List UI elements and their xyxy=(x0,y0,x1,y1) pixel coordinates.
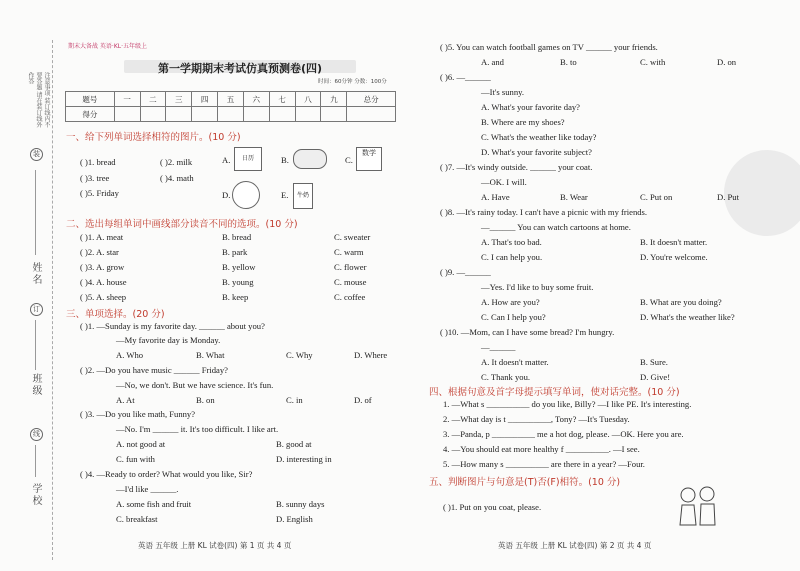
s1-item-1: ( )1. bread xyxy=(80,157,116,167)
s1-opt-e: E. xyxy=(281,190,289,200)
s3-q8-opt-b: B. It doesn't matter. xyxy=(640,237,708,247)
s3-q2-opt-c: C. in xyxy=(286,395,303,405)
s3-q7-response: —OK. I will. xyxy=(481,177,527,187)
binding-mark-2: 订 xyxy=(30,303,43,316)
s1-item-2: ( )2. milk xyxy=(160,157,193,167)
s2-q4-b: B. young xyxy=(222,277,254,287)
s3-q10-opt-a: A. It doesn't matter. xyxy=(481,357,549,367)
s3-q3-response: —No. I'm ______ it. It's too difficult. I like art. xyxy=(116,424,279,434)
s2-q5-b: B. keep xyxy=(222,292,249,302)
s3-q10: ( )10. —Mom, can I have some bread? I'm hungry. xyxy=(440,327,615,337)
tree-image xyxy=(232,181,260,209)
milk-carton-image: 牛奶 xyxy=(293,183,313,209)
s3-q10-response: —______ xyxy=(481,342,516,352)
s3-q3-opt-d: D. interesting in xyxy=(276,454,332,464)
score-col: 二 xyxy=(140,92,166,107)
s3-q10-opt-b: B. Sure. xyxy=(640,357,668,367)
s3-q5: ( )5. You can watch football games on TV ______ your friends. xyxy=(440,42,658,52)
s3-q9-opt-d: D. What's the weather like? xyxy=(640,312,735,322)
s3-q1-response: —My favorite day is Monday. xyxy=(116,335,221,345)
score-cell[interactable] xyxy=(321,107,347,122)
s5-q1: ( )1. Put on you coat, please. xyxy=(443,502,542,512)
s2-q5-c: C. coffee xyxy=(334,292,366,302)
s3-q6-opt-a: A. What's your favorite day? xyxy=(481,102,580,112)
exam-title: 第一学期期末考试仿真预测卷(四) xyxy=(124,60,356,73)
s3-q10-opt-c: C. Thank you. xyxy=(481,372,531,382)
score-value-row xyxy=(66,107,396,122)
s2-q2-b: B. park xyxy=(222,247,248,257)
s3-q7-opt-b: B. Wear xyxy=(560,192,588,202)
score-cell[interactable] xyxy=(192,107,218,122)
s3-q7-opt-d: D. Put xyxy=(717,192,739,202)
score-cell[interactable] xyxy=(243,107,269,122)
s3-q6: ( )6. —______ xyxy=(440,72,491,82)
score-col: 八 xyxy=(295,92,321,107)
s3-q9: ( )9. —______ xyxy=(440,267,491,277)
s3-q1: ( )1. —Sunday is my favorite day. ______ about you? xyxy=(80,321,265,331)
footer-left: 英语 五年级 上册 KL 试卷(四) 第 1 页 共 4 页 xyxy=(138,541,292,550)
s4-line-4: 4. —You should eat more healthy f __________. —I see. xyxy=(443,444,640,454)
score-cell[interactable] xyxy=(218,107,244,122)
s3-q9-opt-c: C. Can I help you? xyxy=(481,312,546,322)
s3-q5-opt-d: D. on xyxy=(717,57,737,67)
score-table xyxy=(65,91,396,122)
s3-q4-opt-a: A. some fish and fruit xyxy=(116,499,192,509)
s2-q2-c: C. warm xyxy=(334,247,364,257)
score-col: 六 xyxy=(243,92,269,107)
s4-line-3: 3. —Panda, p __________ me a hot dog, please. —OK. Here you are. xyxy=(443,429,684,439)
score-col-total: 总分 xyxy=(347,92,396,107)
s3-q6-opt-b: B. Where are my shoes? xyxy=(481,117,565,127)
s3-q2: ( )2. —Do you have music ______ Friday? xyxy=(80,365,228,375)
s3-q8-opt-d: D. You're welcome. xyxy=(640,252,708,262)
s3-q5-opt-b: B. to xyxy=(560,57,577,67)
s3-q3-opt-b: B. good at xyxy=(276,439,312,449)
s2-q4-a: ( )4. A. house xyxy=(80,277,127,287)
math-book-image: 数学 xyxy=(356,147,382,171)
section-5-heading: 五、判断图片与句意是(T)否(F)相符。(10 分) xyxy=(429,477,621,488)
s3-q5-opt-a: A. and xyxy=(481,57,504,67)
s2-q2-a: ( )2. A. star xyxy=(80,247,119,257)
s2-q1-a: ( )1. A. meat xyxy=(80,232,124,242)
score-cell[interactable] xyxy=(347,107,396,122)
s3-q4-opt-c: C. breakfast xyxy=(116,514,158,524)
s3-q2-opt-d: D. of xyxy=(354,395,372,405)
score-header-row xyxy=(66,92,396,107)
s3-q9-opt-b: B. What are you doing? xyxy=(640,297,722,307)
s3-q1-opt-d: D. Where xyxy=(354,350,388,360)
s3-q2-opt-b: B. on xyxy=(196,395,215,405)
section-1-heading: 一、给下列单词选择相符的图片。(10 分) xyxy=(66,132,241,143)
s2-q3-c: C. flower xyxy=(334,262,367,272)
score-cell[interactable] xyxy=(295,107,321,122)
class-label: 班级 xyxy=(30,373,41,397)
s2-q3-a: ( )3. A. grow xyxy=(80,262,125,272)
bread-image xyxy=(293,149,327,169)
series-badge: 期末大备战 英语·KL·五年级上 xyxy=(68,43,147,50)
s3-q3-opt-a: A. not good at xyxy=(116,439,166,449)
people-image xyxy=(674,485,722,527)
class-line xyxy=(35,320,36,370)
s3-q9-opt-a: A. How are you? xyxy=(481,297,540,307)
s2-q1-b: B. bread xyxy=(222,232,252,242)
score-col: 三 xyxy=(166,92,192,107)
s1-opt-d: D. xyxy=(222,190,231,200)
s2-q3-b: B. yellow xyxy=(222,262,256,272)
s2-q5-a: ( )5. A. sheep xyxy=(80,292,127,302)
s3-q8-opt-c: C. I can help you. xyxy=(481,252,543,262)
s3-q1-opt-b: B. What xyxy=(196,350,225,360)
s3-q4-opt-b: B. sunny days xyxy=(276,499,325,509)
s1-item-5: ( )5. Friday xyxy=(80,188,119,198)
s3-q4-response: —I'd like ______. xyxy=(116,484,179,494)
s3-q1-opt-c: C. Why xyxy=(286,350,313,360)
s3-q3: ( )3. —Do you like math, Funny? xyxy=(80,409,196,419)
calendar-image: 日历 xyxy=(234,147,262,171)
s3-q9-response: —Yes. I'd like to buy some fruit. xyxy=(481,282,594,292)
binding-strip xyxy=(0,0,58,571)
s1-item-4: ( )4. math xyxy=(160,173,194,183)
s3-q4-opt-d: D. English xyxy=(276,514,313,524)
s3-q6-response: —It's sunny. xyxy=(481,87,525,97)
s3-q7: ( )7. —It's windy outside. ______ your coat. xyxy=(440,162,593,172)
s3-q7-opt-a: A. Have xyxy=(481,192,510,202)
school-line xyxy=(35,445,36,477)
name-label: 姓名 xyxy=(30,262,41,286)
s2-q1-c: C. sweater xyxy=(334,232,371,242)
score-col: 五 xyxy=(218,92,244,107)
section-2-heading: 二、选出每组单词中画线部分读音不同的选项。(10 分) xyxy=(66,219,298,230)
binding-mark-1: 装 xyxy=(30,148,43,161)
footer-right: 英语 五年级 上册 KL 试卷(四) 第 2 页 共 4 页 xyxy=(498,541,652,550)
s3-q4: ( )4. —Ready to order? What would you like, Sir? xyxy=(80,469,253,479)
s3-q3-opt-c: C. fun with xyxy=(116,454,155,464)
s1-item-3: ( )3. tree xyxy=(80,173,110,183)
score-col: 四 xyxy=(192,92,218,107)
s3-q7-opt-c: C. Put on xyxy=(640,192,673,202)
binding-note: 注意事项 装订线内不要答题 请在装订线外作答 xyxy=(27,72,49,128)
score-col: 九 xyxy=(321,92,347,107)
binding-mark-3: 线 xyxy=(30,428,43,441)
section-4-heading: 四、根据句意及首字母提示填写单词，使对话完整。(10 分) xyxy=(429,387,680,398)
score-cell[interactable] xyxy=(140,107,166,122)
s3-q2-response: —No, we don't. But we have science. It's fun. xyxy=(116,380,274,390)
s2-q4-c: C. mouse xyxy=(334,277,367,287)
school-label: 学校 xyxy=(30,483,41,507)
score-row-label: 得分 xyxy=(66,107,115,122)
s3-q6-opt-c: C. What's the weather like today? xyxy=(481,132,597,142)
s3-q8-response: —______ You can watch cartoons at home. xyxy=(481,222,631,232)
binding-dashed-line xyxy=(52,40,53,560)
score-cell[interactable] xyxy=(269,107,295,122)
score-col-label: 题号 xyxy=(66,92,115,107)
score-col: 一 xyxy=(114,92,140,107)
section-3-heading: 三、单项选择。(20 分) xyxy=(66,309,165,320)
s3-q6-opt-d: D. What's your favorite subject? xyxy=(481,147,592,157)
s1-opt-c: C. xyxy=(345,155,353,165)
s1-opt-b: B. xyxy=(281,155,289,165)
exam-meta: 时间：60分钟 分数：100分 xyxy=(318,79,387,85)
s3-q8-opt-a: A. That's too bad. xyxy=(481,237,542,247)
s4-line-5: 5. —How many s __________ are there in a year? —Four. xyxy=(443,459,645,469)
s4-line-2: 2. —What day is t __________, Tony? —It's Tuesday. xyxy=(443,414,630,424)
s3-q8: ( )8. —It's rainy today. I can't have a picnic with my friends. xyxy=(440,207,648,217)
s3-q10-opt-d: D. Give! xyxy=(640,372,671,382)
s3-q2-opt-a: A. At xyxy=(116,395,135,405)
score-cell[interactable] xyxy=(166,107,192,122)
s3-q5-opt-c: C. with xyxy=(640,57,666,67)
s4-line-1: 1. —What s __________ do you like, Billy? —I like PE. It's interesting. xyxy=(443,399,692,409)
name-line xyxy=(35,170,36,255)
s1-opt-a: A. xyxy=(222,155,231,165)
s3-q1-opt-a: A. Who xyxy=(116,350,144,360)
score-cell[interactable] xyxy=(114,107,140,122)
score-col: 七 xyxy=(269,92,295,107)
